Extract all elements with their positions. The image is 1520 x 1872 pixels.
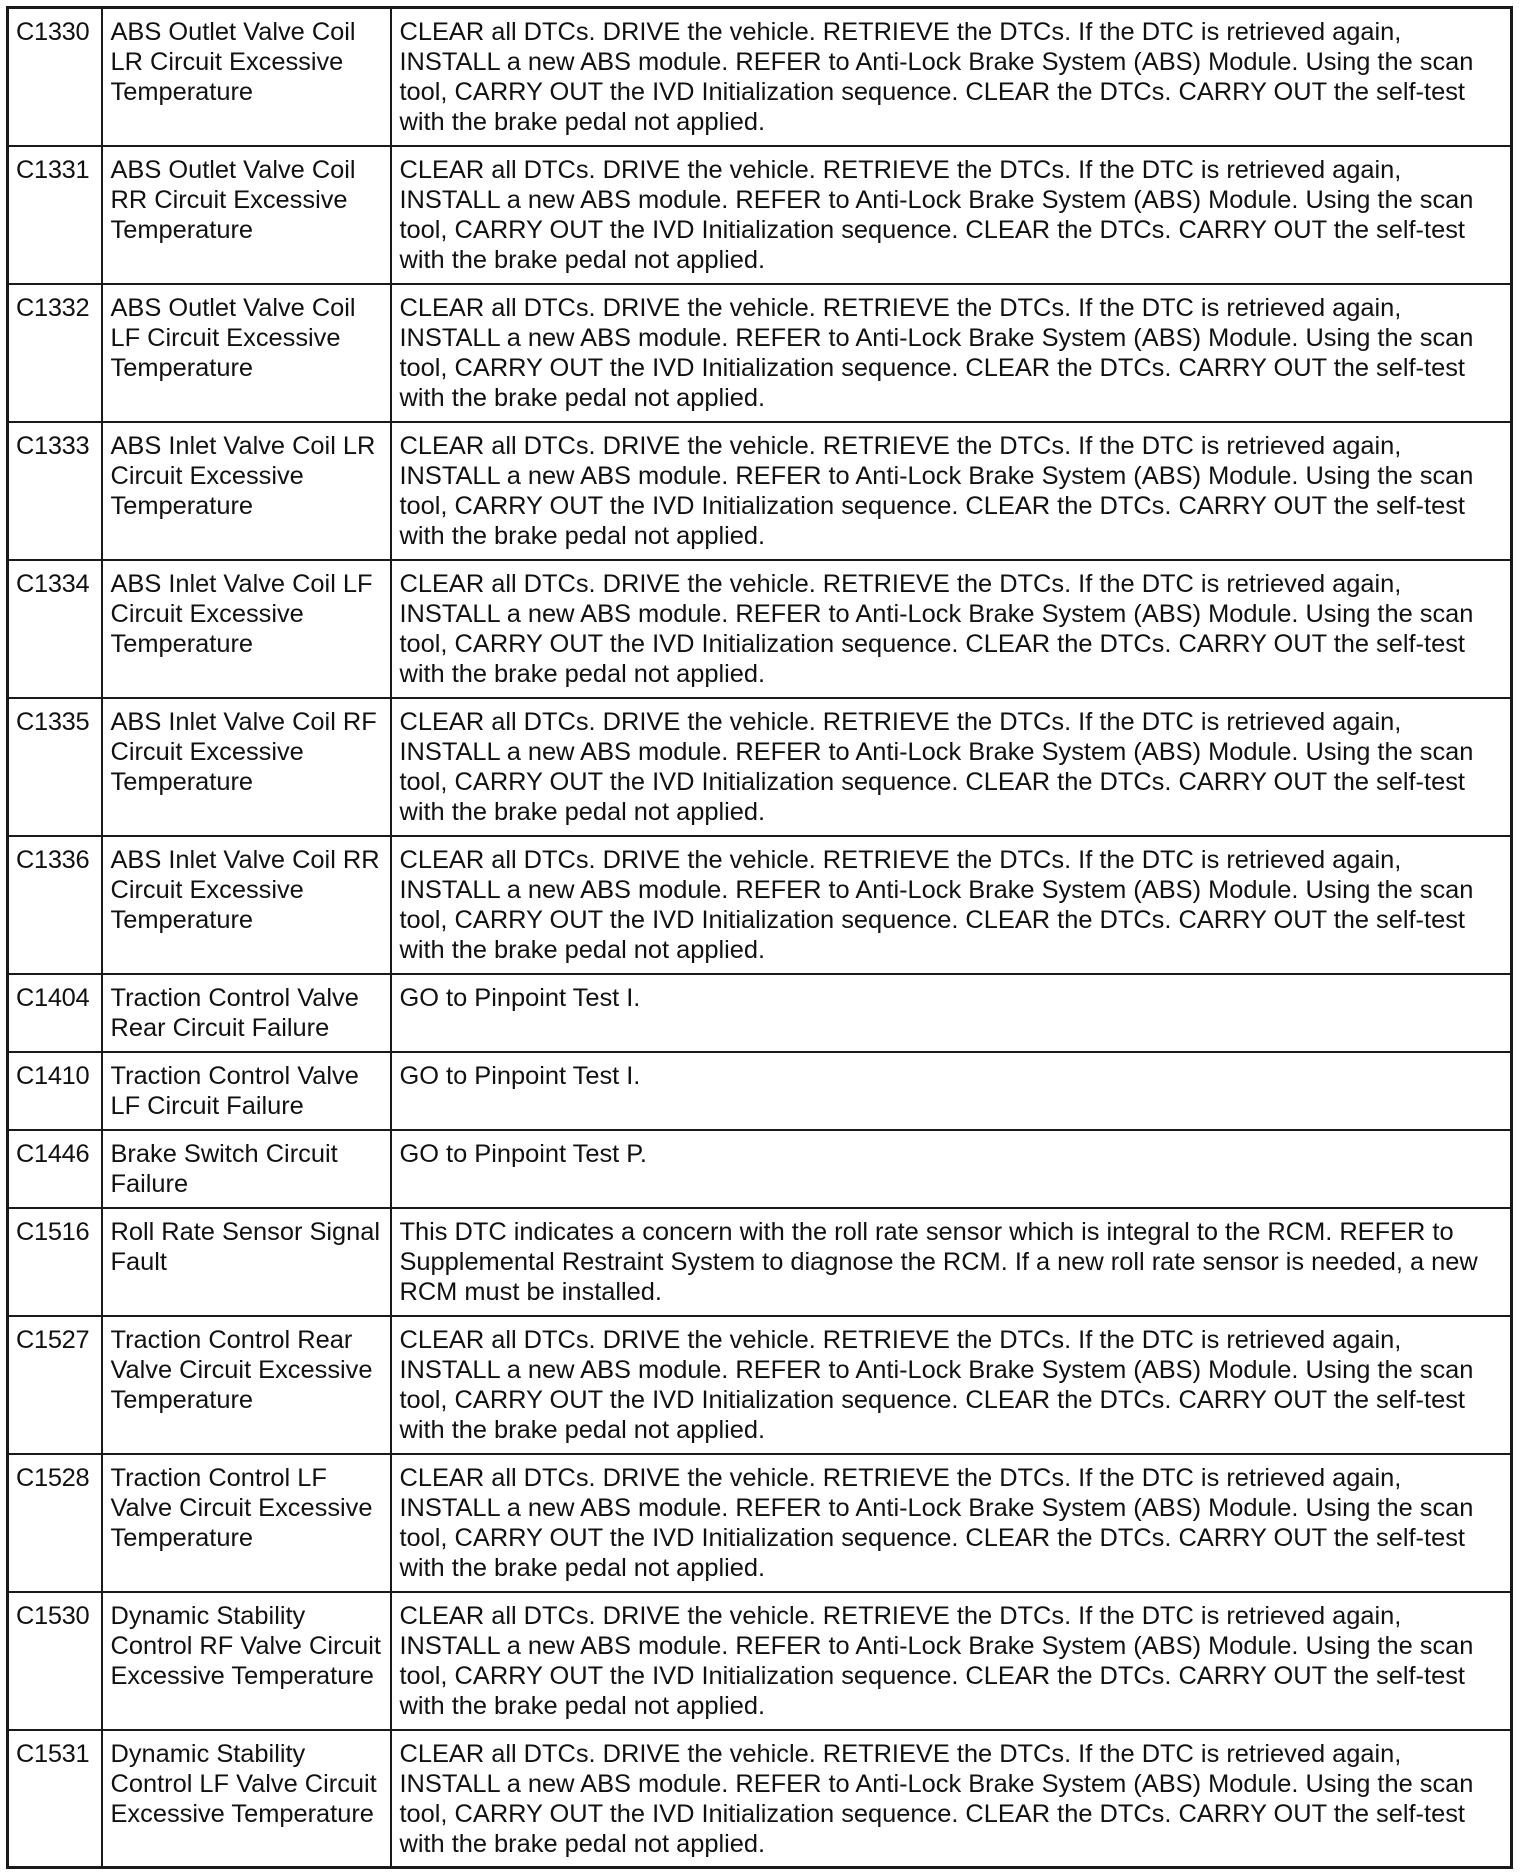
dtc-code: C1335: [8, 698, 102, 836]
dtc-action: CLEAR all DTCs. DRIVE the vehicle. RETRIEVE the DTCs. If the DTC is retrieved again, INSTALL a new ABS module. REFER to Anti-Lock Brake System (ABS) Module. Using the scan tool, CARRY OUT the IVD Initialization sequence. CLEAR the DTCs. CARRY OUT the self-test with the brake pedal not applied.: [391, 1730, 1512, 1868]
table-row-c1334: [8, 560, 1512, 698]
table-row-c1410: [8, 1052, 1512, 1130]
dtc-action: CLEAR all DTCs. DRIVE the vehicle. RETRIEVE the DTCs. If the DTC is retrieved again, INSTALL a new ABS module. REFER to Anti-Lock Brake System (ABS) Module. Using the scan tool, CARRY OUT the IVD Initialization sequence. CLEAR the DTCs. CARRY OUT the self-test with the brake pedal not applied.: [391, 1316, 1512, 1454]
dtc-code: C1530: [8, 1592, 102, 1730]
table-row-c1446: [8, 1130, 1512, 1208]
dtc-code: C1332: [8, 284, 102, 422]
dtc-description: Dynamic Stability Control RF Valve Circuit Excessive Temperature: [102, 1592, 391, 1730]
dtc-code: C1516: [8, 1208, 102, 1316]
dtc-action: This DTC indicates a concern with the roll rate sensor which is integral to the RCM. REFER to Supplemental Restraint System to diagnose the RCM. If a new roll rate sensor is needed, a new RCM must be installed.: [391, 1208, 1512, 1316]
table-row-c1332: [8, 284, 1512, 422]
dtc-description: ABS Inlet Valve Coil LR Circuit Excessive Temperature: [102, 422, 391, 560]
dtc-code: C1527: [8, 1316, 102, 1454]
dtc-description: Roll Rate Sensor Signal Fault: [102, 1208, 391, 1316]
dtc-code: C1528: [8, 1454, 102, 1592]
dtc-table-body: [8, 8, 1512, 1868]
table-row-c1530: [8, 1592, 1512, 1730]
dtc-action: CLEAR all DTCs. DRIVE the vehicle. RETRIEVE the DTCs. If the DTC is retrieved again, INSTALL a new ABS module. REFER to Anti-Lock Brake System (ABS) Module. Using the scan tool, CARRY OUT the IVD Initialization sequence. CLEAR the DTCs. CARRY OUT the self-test with the brake pedal not applied.: [391, 8, 1512, 146]
dtc-code: C1336: [8, 836, 102, 974]
dtc-description: ABS Inlet Valve Coil RF Circuit Excessive Temperature: [102, 698, 391, 836]
table-row-c1404: [8, 974, 1512, 1052]
table-row-c1333: [8, 422, 1512, 560]
table-row-c1527: [8, 1316, 1512, 1454]
dtc-description: ABS Inlet Valve Coil LF Circuit Excessive Temperature: [102, 560, 391, 698]
table-row-c1531: [8, 1730, 1512, 1868]
table-row-c1528: [8, 1454, 1512, 1592]
table-row-c1516: [8, 1208, 1512, 1316]
dtc-action: GO to Pinpoint Test P.: [391, 1130, 1512, 1208]
table-row-c1331: [8, 146, 1512, 284]
dtc-action: CLEAR all DTCs. DRIVE the vehicle. RETRIEVE the DTCs. If the DTC is retrieved again, INSTALL a new ABS module. REFER to Anti-Lock Brake System (ABS) Module. Using the scan tool, CARRY OUT the IVD Initialization sequence. CLEAR the DTCs. CARRY OUT the self-test with the brake pedal not applied.: [391, 1454, 1512, 1592]
dtc-code: C1330: [8, 8, 102, 146]
dtc-action: GO to Pinpoint Test I.: [391, 1052, 1512, 1130]
dtc-code: C1410: [8, 1052, 102, 1130]
dtc-action: CLEAR all DTCs. DRIVE the vehicle. RETRIEVE the DTCs. If the DTC is retrieved again, INSTALL a new ABS module. REFER to Anti-Lock Brake System (ABS) Module. Using the scan tool, CARRY OUT the IVD Initialization sequence. CLEAR the DTCs. CARRY OUT the self-test with the brake pedal not applied.: [391, 560, 1512, 698]
table-row-c1330: [8, 8, 1512, 146]
dtc-action: GO to Pinpoint Test I.: [391, 974, 1512, 1052]
dtc-description: Dynamic Stability Control LF Valve Circuit Excessive Temperature: [102, 1730, 391, 1868]
dtc-table: [6, 6, 1513, 1869]
dtc-action: CLEAR all DTCs. DRIVE the vehicle. RETRIEVE the DTCs. If the DTC is retrieved again, INSTALL a new ABS module. REFER to Anti-Lock Brake System (ABS) Module. Using the scan tool, CARRY OUT the IVD Initialization sequence. CLEAR the DTCs. CARRY OUT the self-test with the brake pedal not applied.: [391, 146, 1512, 284]
dtc-description: Brake Switch Circuit Failure: [102, 1130, 391, 1208]
dtc-action: CLEAR all DTCs. DRIVE the vehicle. RETRIEVE the DTCs. If the DTC is retrieved again, INSTALL a new ABS module. REFER to Anti-Lock Brake System (ABS) Module. Using the scan tool, CARRY OUT the IVD Initialization sequence. CLEAR the DTCs. CARRY OUT the self-test with the brake pedal not applied.: [391, 422, 1512, 560]
dtc-description: Traction Control LF Valve Circuit Excessive Temperature: [102, 1454, 391, 1592]
dtc-description: Traction Control Valve Rear Circuit Failure: [102, 974, 391, 1052]
dtc-action: CLEAR all DTCs. DRIVE the vehicle. RETRIEVE the DTCs. If the DTC is retrieved again, INSTALL a new ABS module. REFER to Anti-Lock Brake System (ABS) Module. Using the scan tool, CARRY OUT the IVD Initialization sequence. CLEAR the DTCs. CARRY OUT the self-test with the brake pedal not applied.: [391, 284, 1512, 422]
table-row-c1336: [8, 836, 1512, 974]
dtc-description: Traction Control Valve LF Circuit Failure: [102, 1052, 391, 1130]
dtc-action: CLEAR all DTCs. DRIVE the vehicle. RETRIEVE the DTCs. If the DTC is retrieved again, INSTALL a new ABS module. REFER to Anti-Lock Brake System (ABS) Module. Using the scan tool, CARRY OUT the IVD Initialization sequence. CLEAR the DTCs. CARRY OUT the self-test with the brake pedal not applied.: [391, 1592, 1512, 1730]
dtc-code: C1531: [8, 1730, 102, 1868]
dtc-code: C1333: [8, 422, 102, 560]
table-row-c1335: [8, 698, 1512, 836]
dtc-code: C1404: [8, 974, 102, 1052]
dtc-code: C1334: [8, 560, 102, 698]
dtc-action: CLEAR all DTCs. DRIVE the vehicle. RETRIEVE the DTCs. If the DTC is retrieved again, INSTALL a new ABS module. REFER to Anti-Lock Brake System (ABS) Module. Using the scan tool, CARRY OUT the IVD Initialization sequence. CLEAR the DTCs. CARRY OUT the self-test with the brake pedal not applied.: [391, 698, 1512, 836]
dtc-description: ABS Outlet Valve Coil RR Circuit Excessive Temperature: [102, 146, 391, 284]
dtc-description: Traction Control Rear Valve Circuit Excessive Temperature: [102, 1316, 391, 1454]
dtc-code: C1446: [8, 1130, 102, 1208]
dtc-action: CLEAR all DTCs. DRIVE the vehicle. RETRIEVE the DTCs. If the DTC is retrieved again, INSTALL a new ABS module. REFER to Anti-Lock Brake System (ABS) Module. Using the scan tool, CARRY OUT the IVD Initialization sequence. CLEAR the DTCs. CARRY OUT the self-test with the brake pedal not applied.: [391, 836, 1512, 974]
dtc-description: ABS Outlet Valve Coil LF Circuit Excessive Temperature: [102, 284, 391, 422]
dtc-description: ABS Outlet Valve Coil LR Circuit Excessive Temperature: [102, 8, 391, 146]
dtc-description: ABS Inlet Valve Coil RR Circuit Excessive Temperature: [102, 836, 391, 974]
dtc-code: C1331: [8, 146, 102, 284]
